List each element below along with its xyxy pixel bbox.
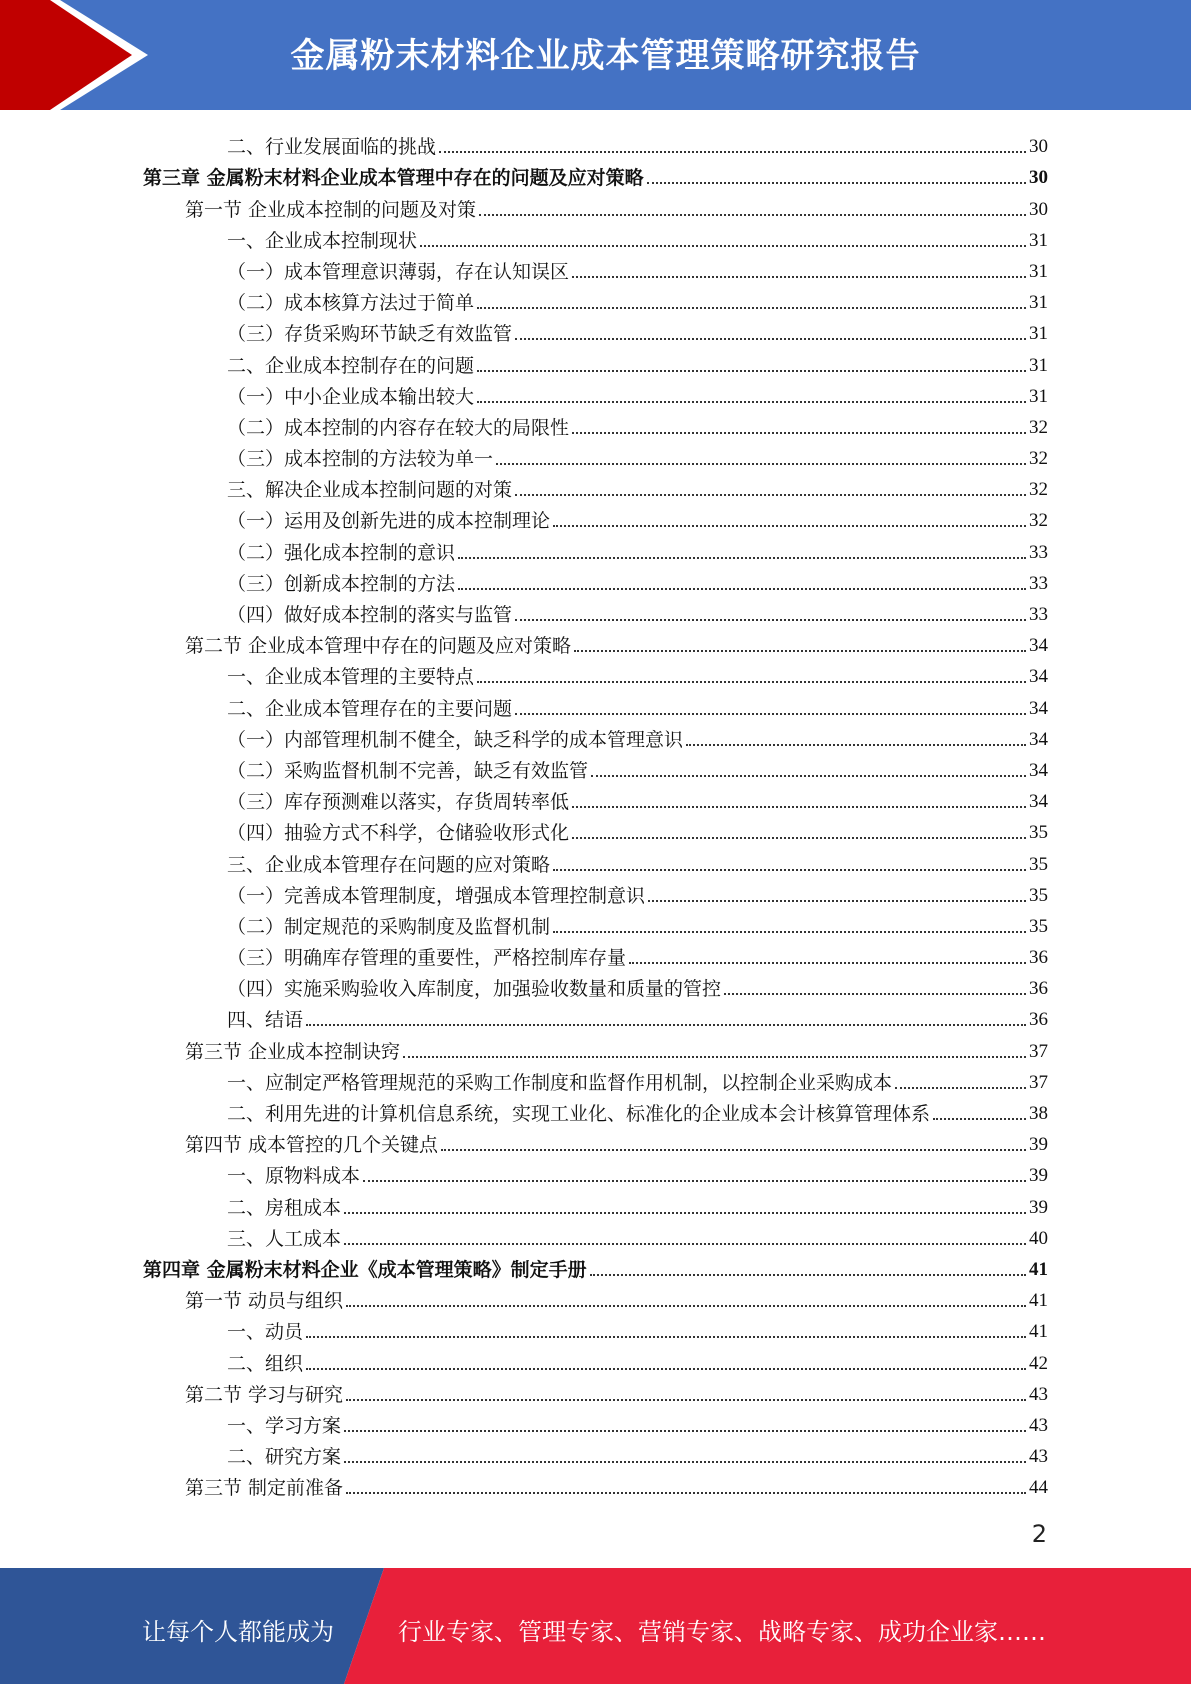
- report-title: 金属粉末材料企业成本管理策略研究报告: [290, 36, 921, 76]
- toc-entry-page: 34: [1029, 635, 1048, 657]
- toc-entry[interactable]: [143, 533, 1048, 564]
- toc-entry[interactable]: [143, 814, 1048, 845]
- toc-dot-leader: [441, 1148, 1026, 1151]
- footer-slogan-left: 让每个人都能成为: [142, 1618, 334, 1646]
- toc-entry-title: 一、学习方案: [227, 1414, 342, 1437]
- toc-entry-page: 37: [1029, 1040, 1048, 1062]
- toc-entry[interactable]: [143, 1313, 1048, 1344]
- toc-entry-title: （一）完善成本管理制度，增强成本管理控制意识: [227, 884, 646, 907]
- toc-entry[interactable]: [143, 346, 1048, 377]
- toc-entry[interactable]: [143, 440, 1048, 471]
- toc-dot-leader: [477, 680, 1026, 683]
- toc-entry-page: 34: [1029, 666, 1048, 688]
- toc-dot-leader: [515, 493, 1026, 496]
- toc-entry-page: 39: [1029, 1196, 1048, 1218]
- toc-entry-title: 二、行业发展面临的挑战: [227, 136, 437, 159]
- toc-dot-leader: [458, 556, 1026, 559]
- toc-entry-title: （三）存货采购环节缺乏有效监管: [227, 323, 513, 346]
- toc-entry[interactable]: [143, 721, 1048, 752]
- toc-entry-title: 一、原物料成本: [227, 1165, 361, 1188]
- toc-entry-title: （二）采购监督机制不完善，缺乏有效监管: [227, 759, 589, 782]
- toc-entry-page: 32: [1029, 448, 1048, 470]
- toc-entry[interactable]: [143, 658, 1048, 689]
- toc-entry-title: （四）实施采购验收入库制度，加强验收数量和质量的管控: [227, 978, 722, 1001]
- toc-entry-page: 32: [1029, 416, 1048, 438]
- toc-entry-title: （一）成本管理意识薄弱，存在认知误区: [227, 260, 570, 283]
- toc-entry[interactable]: [143, 908, 1048, 939]
- toc-entry-title: 第二节 企业成本管理中存在的问题及应对策略: [185, 635, 572, 658]
- toc-entry-page: 41: [1029, 1321, 1048, 1343]
- toc-entry[interactable]: [143, 471, 1048, 502]
- toc-dot-leader: [306, 1335, 1026, 1338]
- toc-entry-page: 39: [1029, 1165, 1048, 1187]
- toc-entry[interactable]: [143, 1376, 1048, 1407]
- toc-entry-page: 35: [1029, 822, 1048, 844]
- toc-dot-leader: [515, 618, 1026, 621]
- toc-entry-page: 32: [1029, 479, 1048, 501]
- toc-entry-page: 43: [1029, 1446, 1048, 1468]
- toc-entry-page: 33: [1029, 604, 1048, 625]
- toc-entry-page: 30: [1029, 136, 1048, 158]
- toc-entry-page: 31: [1029, 260, 1048, 282]
- toc-entry-title: 二、利用先进的计算机信息系统，实现工业化、标准化的企业成本会计核算管理体系: [227, 1103, 931, 1125]
- toc-entry[interactable]: [143, 1064, 1048, 1095]
- toc-entry-title: （一）内部管理机制不健全，缺乏科学的成本管理意识: [227, 728, 684, 751]
- toc-entry-title: 第一节 企业成本控制的问题及对策: [185, 198, 477, 221]
- toc-entry[interactable]: [143, 939, 1048, 970]
- toc-entry-title: （三）库存预测难以落实，存货周转率低: [227, 791, 570, 814]
- toc-entry-page: 34: [1029, 728, 1048, 750]
- toc-entry-page: 31: [1029, 323, 1048, 345]
- page-footer: [0, 1568, 1191, 1684]
- toc-entry-title: 三、企业成本管理存在问题的应对策略: [227, 853, 551, 876]
- toc-entry[interactable]: [143, 1282, 1048, 1313]
- toc-entry-page: 33: [1029, 541, 1048, 563]
- toc-dot-leader: [724, 992, 1026, 995]
- toc-entry-page: 35: [1029, 884, 1048, 906]
- toc-entry-title: （二）强化成本控制的意识: [227, 541, 456, 564]
- toc-entry-page: 37: [1029, 1071, 1048, 1093]
- toc-entry-page: 43: [1029, 1414, 1048, 1436]
- toc-entry-page: 35: [1029, 853, 1048, 875]
- toc-entry-title: 第二节 学习与研究: [185, 1383, 344, 1406]
- toc-entry-page: 34: [1029, 791, 1048, 813]
- toc-entry-title: （二）成本核算方法过于简单: [227, 292, 475, 315]
- toc-entry-page: 36: [1029, 1009, 1048, 1031]
- toc-entry-title: （二）成本控制的内容存在较大的局限性: [227, 416, 570, 439]
- toc-entry-page: 31: [1029, 354, 1048, 376]
- toc-dot-leader: [553, 868, 1026, 871]
- toc-entry-title: 一、应制定严格管理规范的采购工作制度和监督作用机制，以控制企业采购成本: [227, 1071, 893, 1094]
- toc-entry-page: 30: [1029, 198, 1048, 220]
- toc-entry-page: 34: [1029, 697, 1048, 719]
- toc-entry-title: 二、企业成本控制存在的问题: [227, 354, 475, 377]
- toc-entry-title: 第四章 金属粉末材料企业《成本管理策略》制定手册: [143, 1258, 587, 1281]
- table-of-contents: [143, 128, 1048, 1500]
- toc-entry[interactable]: [143, 222, 1048, 253]
- toc-entry[interactable]: [143, 190, 1048, 221]
- toc-entry-page: 40: [1029, 1227, 1048, 1249]
- toc-dot-leader: [306, 1023, 1026, 1026]
- toc-entry-page: 34: [1029, 759, 1048, 781]
- toc-entry[interactable]: [143, 128, 1048, 159]
- toc-entry-page: 42: [1029, 1352, 1048, 1374]
- toc-entry[interactable]: [143, 565, 1048, 596]
- toc-entry-page: 36: [1029, 947, 1048, 969]
- toc-dot-leader: [686, 743, 1026, 746]
- toc-entry-page: 33: [1029, 572, 1048, 594]
- toc-entry-page: 43: [1029, 1383, 1048, 1405]
- toc-entry[interactable]: [143, 315, 1048, 346]
- toc-entry[interactable]: [143, 1095, 1048, 1126]
- toc-dot-leader: [553, 524, 1026, 527]
- toc-entry[interactable]: [143, 284, 1048, 315]
- toc-entry-page: 31: [1029, 385, 1048, 407]
- toc-entry[interactable]: [143, 1188, 1048, 1219]
- toc-entry[interactable]: [143, 845, 1048, 876]
- toc-entry-title: 第三节 企业成本控制诀窍: [185, 1040, 401, 1063]
- toc-entry[interactable]: [143, 627, 1048, 658]
- toc-dot-leader: [647, 181, 1026, 184]
- toc-dot-leader: [477, 369, 1026, 372]
- toc-entry[interactable]: [143, 1469, 1048, 1500]
- toc-dot-leader: [344, 1211, 1026, 1214]
- toc-entry-title: （三）创新成本控制的方法: [227, 572, 456, 595]
- toc-dot-leader: [572, 431, 1026, 434]
- toc-dot-leader: [344, 1429, 1026, 1432]
- toc-dot-leader: [306, 1367, 1026, 1370]
- toc-entry-title: 三、解决企业成本控制问题的对策: [227, 479, 513, 502]
- toc-dot-leader: [403, 1055, 1026, 1058]
- toc-entry[interactable]: [143, 689, 1048, 720]
- toc-dot-leader: [572, 836, 1026, 839]
- toc-entry[interactable]: [143, 1407, 1048, 1438]
- toc-entry-page: 30: [1029, 167, 1048, 189]
- toc-entry-page: 32: [1029, 510, 1048, 532]
- toc-entry-page: 31: [1029, 292, 1048, 314]
- toc-entry-page: 31: [1029, 229, 1048, 251]
- toc-entry-page: 39: [1029, 1134, 1048, 1156]
- page-number: 2: [1031, 1520, 1047, 1548]
- toc-entry[interactable]: [143, 409, 1048, 440]
- toc-entry-title: （一）运用及创新先进的成本控制理论: [227, 510, 551, 533]
- toc-dot-leader: [553, 930, 1026, 933]
- toc-entry-title: （三）成本控制的方法较为单一: [227, 448, 494, 471]
- toc-dot-leader: [572, 805, 1026, 808]
- toc-entry-title: （一）中小企业成本输出较大: [227, 385, 475, 408]
- toc-entry[interactable]: [143, 1438, 1048, 1469]
- toc-entry-title: （二）制定规范的采购制度及监督机制: [227, 915, 551, 938]
- toc-entry-title: 二、研究方案: [227, 1446, 342, 1469]
- toc-dot-leader: [515, 712, 1026, 715]
- toc-entry-title: 一、动员: [227, 1321, 304, 1344]
- toc-entry[interactable]: [143, 783, 1048, 814]
- toc-entry-title: 三、人工成本: [227, 1227, 342, 1250]
- toc-dot-leader: [479, 213, 1026, 216]
- toc-dot-leader: [344, 1242, 1026, 1245]
- toc-entry-title: 第三节 制定前准备: [185, 1477, 344, 1500]
- toc-dot-leader: [933, 1117, 1026, 1120]
- toc-entry-page: 44: [1029, 1477, 1048, 1499]
- toc-entry[interactable]: [143, 596, 1048, 627]
- toc-entry-title: （四）抽验方式不科学，仓储验收形式化: [227, 822, 570, 845]
- toc-entry-title: （四）做好成本控制的落实与监管: [227, 604, 513, 626]
- toc-entry-title: 一、企业成本控制现状: [227, 229, 418, 252]
- toc-entry[interactable]: [143, 1220, 1048, 1251]
- toc-entry[interactable]: [143, 970, 1048, 1001]
- toc-dot-leader: [477, 400, 1026, 403]
- toc-dot-leader: [363, 1179, 1026, 1182]
- toc-entry-title: 一、企业成本管理的主要特点: [227, 666, 475, 689]
- toc-entry[interactable]: [143, 378, 1048, 409]
- toc-entry[interactable]: [143, 1157, 1048, 1188]
- toc-dot-leader: [572, 275, 1026, 278]
- toc-dot-leader: [590, 1273, 1026, 1276]
- toc-entry[interactable]: [143, 1032, 1048, 1063]
- toc-dot-leader: [344, 1460, 1026, 1463]
- toc-dot-leader: [895, 1086, 1026, 1089]
- toc-entry-page: 41: [1029, 1258, 1048, 1280]
- toc-entry-title: 第一节 动员与组织: [185, 1290, 344, 1313]
- toc-dot-leader: [574, 649, 1026, 652]
- toc-dot-leader: [346, 1491, 1026, 1494]
- toc-dot-leader: [420, 244, 1026, 247]
- toc-dot-leader: [648, 899, 1026, 902]
- toc-entry[interactable]: [143, 1001, 1048, 1032]
- toc-dot-leader: [439, 150, 1026, 153]
- toc-dot-leader: [346, 1304, 1026, 1307]
- toc-entry-title: （三）明确库存管理的重要性，严格控制库存量: [227, 947, 627, 970]
- toc-entry-title: 四、结语: [227, 1009, 304, 1032]
- toc-entry-title: 二、组织: [227, 1352, 304, 1375]
- toc-entry-title: 二、房租成本: [227, 1196, 342, 1219]
- toc-dot-leader: [496, 462, 1026, 465]
- toc-entry[interactable]: [143, 1344, 1048, 1375]
- toc-entry-page: 35: [1029, 915, 1048, 937]
- toc-entry-page: 36: [1029, 978, 1048, 1000]
- toc-entry-title: 二、企业成本管理存在的主要问题: [227, 697, 513, 720]
- page-header: [0, 0, 1191, 110]
- toc-entry[interactable]: [143, 1251, 1048, 1282]
- toc-entry-page: 38: [1029, 1103, 1048, 1124]
- toc-entry-title: 第四节 成本管控的几个关键点: [185, 1134, 439, 1157]
- toc-entry[interactable]: [143, 253, 1048, 284]
- toc-entry[interactable]: [143, 752, 1048, 783]
- toc-dot-leader: [458, 587, 1026, 590]
- toc-dot-leader: [515, 337, 1026, 340]
- footer-slogan-right: 行业专家、管理专家、营销专家、战略专家、成功企业家……: [398, 1618, 1046, 1646]
- toc-dot-leader: [629, 961, 1026, 964]
- toc-entry[interactable]: [143, 159, 1048, 190]
- toc-dot-leader: [477, 306, 1026, 309]
- toc-entry[interactable]: [143, 502, 1048, 533]
- toc-dot-leader: [346, 1398, 1026, 1401]
- toc-entry-title: 第三章 金属粉末材料企业成本管理中存在的问题及应对策略: [143, 167, 644, 190]
- toc-dot-leader: [591, 774, 1026, 777]
- toc-entry[interactable]: [143, 1126, 1048, 1157]
- toc-entry-page: 41: [1029, 1290, 1048, 1312]
- toc-entry[interactable]: [143, 877, 1048, 908]
